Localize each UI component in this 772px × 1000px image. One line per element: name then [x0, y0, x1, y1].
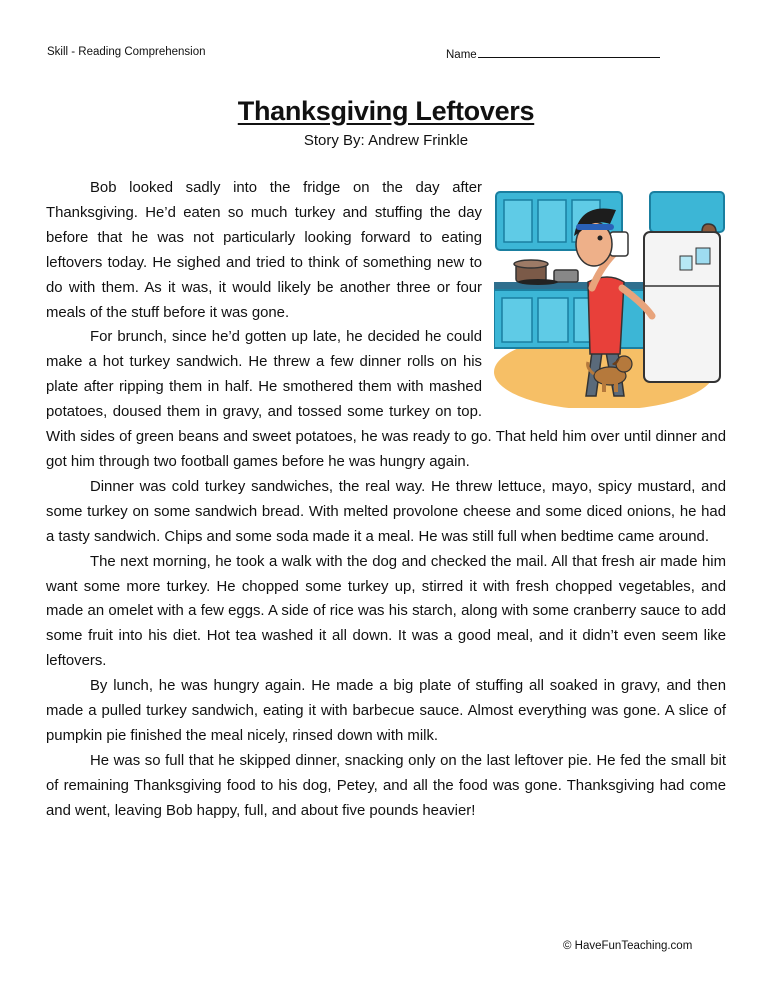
story-paragraph: He was so full that he skipped dinner, snacking only on the last leftover pie. He fed the small bit of remaining Thanksgiving food to his dog, Petey, and all the food was gone. Thanksgiving had come and went, leaving Bob happy, full, and about five pounds heavier! — [46, 752, 726, 819]
story-byline: Story By: Andrew Frinkle — [303, 132, 469, 149]
story-title: Thanksgiving Leftovers — [237, 96, 535, 126]
copyright-footer: © HaveFunTeaching.com — [563, 940, 693, 952]
story-paragraph: For brunch, since he’d gotten up late, he decided he could make a hot turkey sandwich. He threw a few dinner rolls on his plate after ripping them in half. He smothered them with mashed potatoes, doused them in gravy, and tossed some turkey on top. With sides of green beans and sweet potatoes, he was ready to go. That held him over until dinner and got him through two football games before he was hungry again. — [46, 329, 726, 470]
name-field[interactable] — [446, 46, 660, 61]
name-blank-line[interactable] — [478, 46, 660, 58]
story-body — [46, 176, 726, 824]
name-label: Name — [446, 49, 477, 61]
story-paragraph: Bob looked sadly into the fridge on the day after Thanksgiving. He’d eaten so much turkey and stuffing the day before that he was not particularly looking forward to eating leftovers today. He sighed and tried to think of something new to do with them. As it was, it would likely be another three or four meals of the stuff before it was gone. — [46, 180, 482, 321]
bob-at-fridge-illustration — [494, 176, 726, 408]
story-paragraph: Dinner was cold turkey sandwiches, the real way. He threw lettuce, mayo, spicy mustard, and some turkey on some sandwich bread. With melted provolone cheese and some diced onions, he had a tasty sandwich. Chips and some soda made it a meal. He was still full when bedtime came around. — [46, 478, 726, 545]
story-paragraph: By lunch, he was hungry again. He made a big plate of stuffing all soaked in gravy, and then made a pulled turkey sandwich, eating it with barbecue sauce. Almost everything was gone. A slice of pumpkin pie finished the meal nicely, rinsed down with milk. — [46, 678, 726, 744]
skill-label: Skill - Reading Comprehension — [47, 46, 206, 58]
story-paragraph: The next morning, he took a walk with the dog and checked the mail. All that fresh air made him want some more turkey. He chopped some turkey up, stirred it with fresh chopped vegetables, and made an omelet with a few eggs. A side of rice was his starch, along with some cranberry sauce to add some fruit into his diet. Hot tea washed it all down. It was a good meal, and it didn’t even seem like leftovers. — [46, 553, 726, 670]
